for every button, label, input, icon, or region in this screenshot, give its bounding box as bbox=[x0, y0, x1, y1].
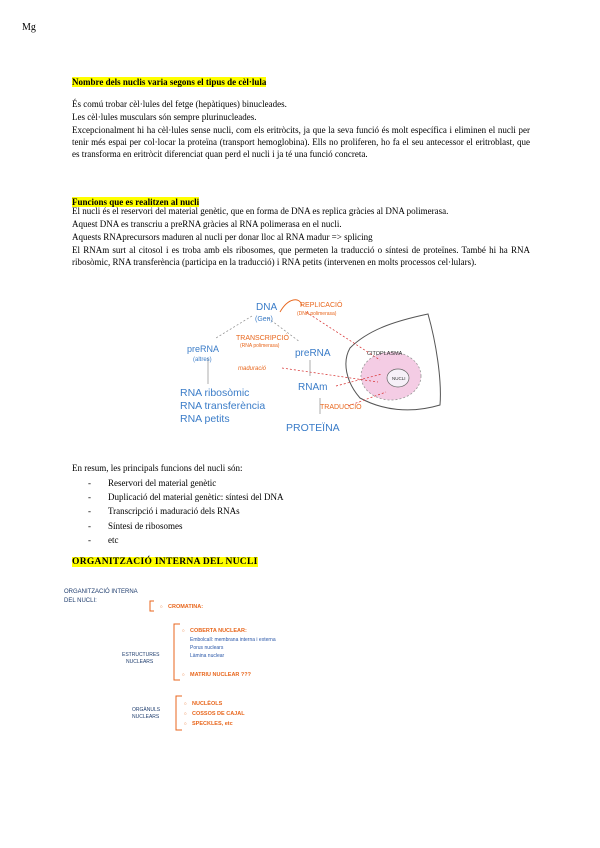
brace-organuls bbox=[176, 696, 182, 730]
list-item: - Transcripció i maduració dels RNAs bbox=[88, 504, 283, 518]
scheme-title-line2: DEL NUCLI: bbox=[64, 598, 97, 604]
label-estructures-line2: NUCLEARS bbox=[126, 659, 154, 665]
nucleus-organization-scheme bbox=[60, 584, 300, 744]
heading-highlight: Nombre dels nuclis varia segons el tipus de cèl·lula bbox=[72, 77, 267, 87]
bullet-icon: ○ bbox=[184, 721, 187, 726]
label-organuls-line1: ORGÀNULS bbox=[132, 707, 161, 713]
label-lamina: Làmina nuclear bbox=[190, 653, 225, 659]
list-item: - etc bbox=[88, 533, 283, 547]
brace-cromatina bbox=[150, 601, 154, 611]
scheme-title-line1: ORGANITZACIÓ INTERNA bbox=[64, 589, 138, 595]
label-maduracio: maduració bbox=[238, 366, 267, 372]
paragraph-reservoir: El nucli és el reservori del material genètic, que en forma de DNA es replica gràcies al DNA polimerasa. bbox=[72, 206, 449, 216]
summary-intro: En resum, les principals funcions del nucli són: bbox=[72, 463, 243, 473]
label-traduccio: TRADUCCIÓ bbox=[320, 404, 362, 411]
label-nucli: NUCLI bbox=[392, 376, 406, 381]
paragraph-muscle: Les cèl·lules musculars són sempre plurinucleades. bbox=[72, 112, 257, 122]
label-nucleols: NUCLÈOLS bbox=[192, 701, 223, 707]
label-dna-polimerasa: (DNA polimerasa) bbox=[297, 311, 337, 317]
bullet-icon: ○ bbox=[182, 628, 185, 633]
label-estructures-line1: ESTRUCTURES bbox=[122, 652, 160, 658]
label-organuls-line2: NUCLEARS bbox=[132, 714, 160, 720]
label-speckles: SPECKLES, etc bbox=[192, 721, 233, 727]
label-rna-ribosomic: RNA ribosòmic bbox=[180, 387, 250, 399]
paragraph-splicing: Aquests RNAprecursors maduren al nucli per donar lloc al RNA madur => splicing bbox=[72, 232, 373, 242]
label-cromatina: CROMATINA: bbox=[168, 604, 204, 610]
paragraph-erythrocytes: Excepcionalment hi ha cèl·lules sense nucli, com els eritròcits, ja que la seva funció és molt específica i eliminen el nucli per tenir més espai per col·locar la proteïna (transport hemoglobina). Ells no proliferen, ho fa el seu antecessor el eritroblast, que es transforma en eritròcit diferenciat quan perd el nucli i ja té una funció concreta. bbox=[72, 125, 530, 160]
dna-flow-diagram bbox=[160, 290, 460, 440]
bullet-icon: ○ bbox=[182, 672, 185, 677]
label-rna-transferencia: RNA transferència bbox=[180, 400, 266, 412]
label-matriu: MATRIU NUCLEAR ??? bbox=[190, 672, 251, 678]
label-cossos: COSSOS DE CAJAL bbox=[192, 711, 245, 717]
label-citoplasma: CITOPLASMA bbox=[367, 351, 403, 357]
label-rna-petits: RNA petits bbox=[180, 413, 230, 425]
bullet-icon: ○ bbox=[160, 604, 163, 609]
section-heading-nucleus-count bbox=[72, 72, 266, 90]
label-prerna-mid: preRNA bbox=[295, 348, 331, 359]
label-transcripcio: TRANSCRIPCIÓ bbox=[236, 335, 289, 342]
bullet-icon: ○ bbox=[184, 711, 187, 716]
label-rnam: RNAm bbox=[298, 382, 328, 393]
label-rna-polimerasa: (RNA polimerasa) bbox=[240, 343, 280, 349]
bullet-icon: ○ bbox=[184, 701, 187, 706]
section-heading-organization: ORGANITZACIÓ INTERNA DEL NUCLI bbox=[72, 557, 258, 567]
label-gen: (Gen) bbox=[255, 316, 273, 323]
list-item: - Duplicació del material genètic: síntesi del DNA bbox=[88, 490, 283, 504]
functions-list bbox=[88, 476, 283, 547]
label-altres: (altres) bbox=[193, 357, 212, 363]
label-prerna-left: preRNA bbox=[187, 344, 220, 354]
list-item: - Síntesi de ribosomes bbox=[88, 519, 283, 533]
corner-label: Mg bbox=[22, 22, 36, 33]
brace-estructures bbox=[174, 624, 180, 680]
paragraph-transcription: Aquest DNA es transcriu a preRNA gràcies al RNA polimerasa en el nucli. bbox=[72, 219, 342, 229]
paragraph-hepatic: És comú trobar cèl·lules del fetge (hepàtiques) binucleades. bbox=[72, 99, 287, 109]
paragraph-rnam: El RNAm surt al citosol i es troba amb els ribosomes, que permeten la traducció o síntesi de proteïnes. També hi ha RNA ribosòmic, RNA transferència (participa en la traducció) i RNA petits (intervenen en molts processos cel·lulars). bbox=[72, 245, 530, 268]
label-coberta: COBERTA NUCLEAR: bbox=[190, 628, 247, 634]
label-dna: DNA bbox=[256, 302, 278, 313]
label-replicacio: REPLICACIÓ bbox=[300, 302, 343, 309]
label-porus: Porus nuclears bbox=[190, 645, 224, 651]
label-embolcall: Embolcall: membrana interna i externa bbox=[190, 637, 276, 643]
label-proteina: PROTEÏNA bbox=[286, 422, 340, 434]
list-item: - Reservori del material genètic bbox=[88, 476, 283, 490]
heading-highlight: Funcions que es realitzen al nucli bbox=[72, 197, 200, 207]
